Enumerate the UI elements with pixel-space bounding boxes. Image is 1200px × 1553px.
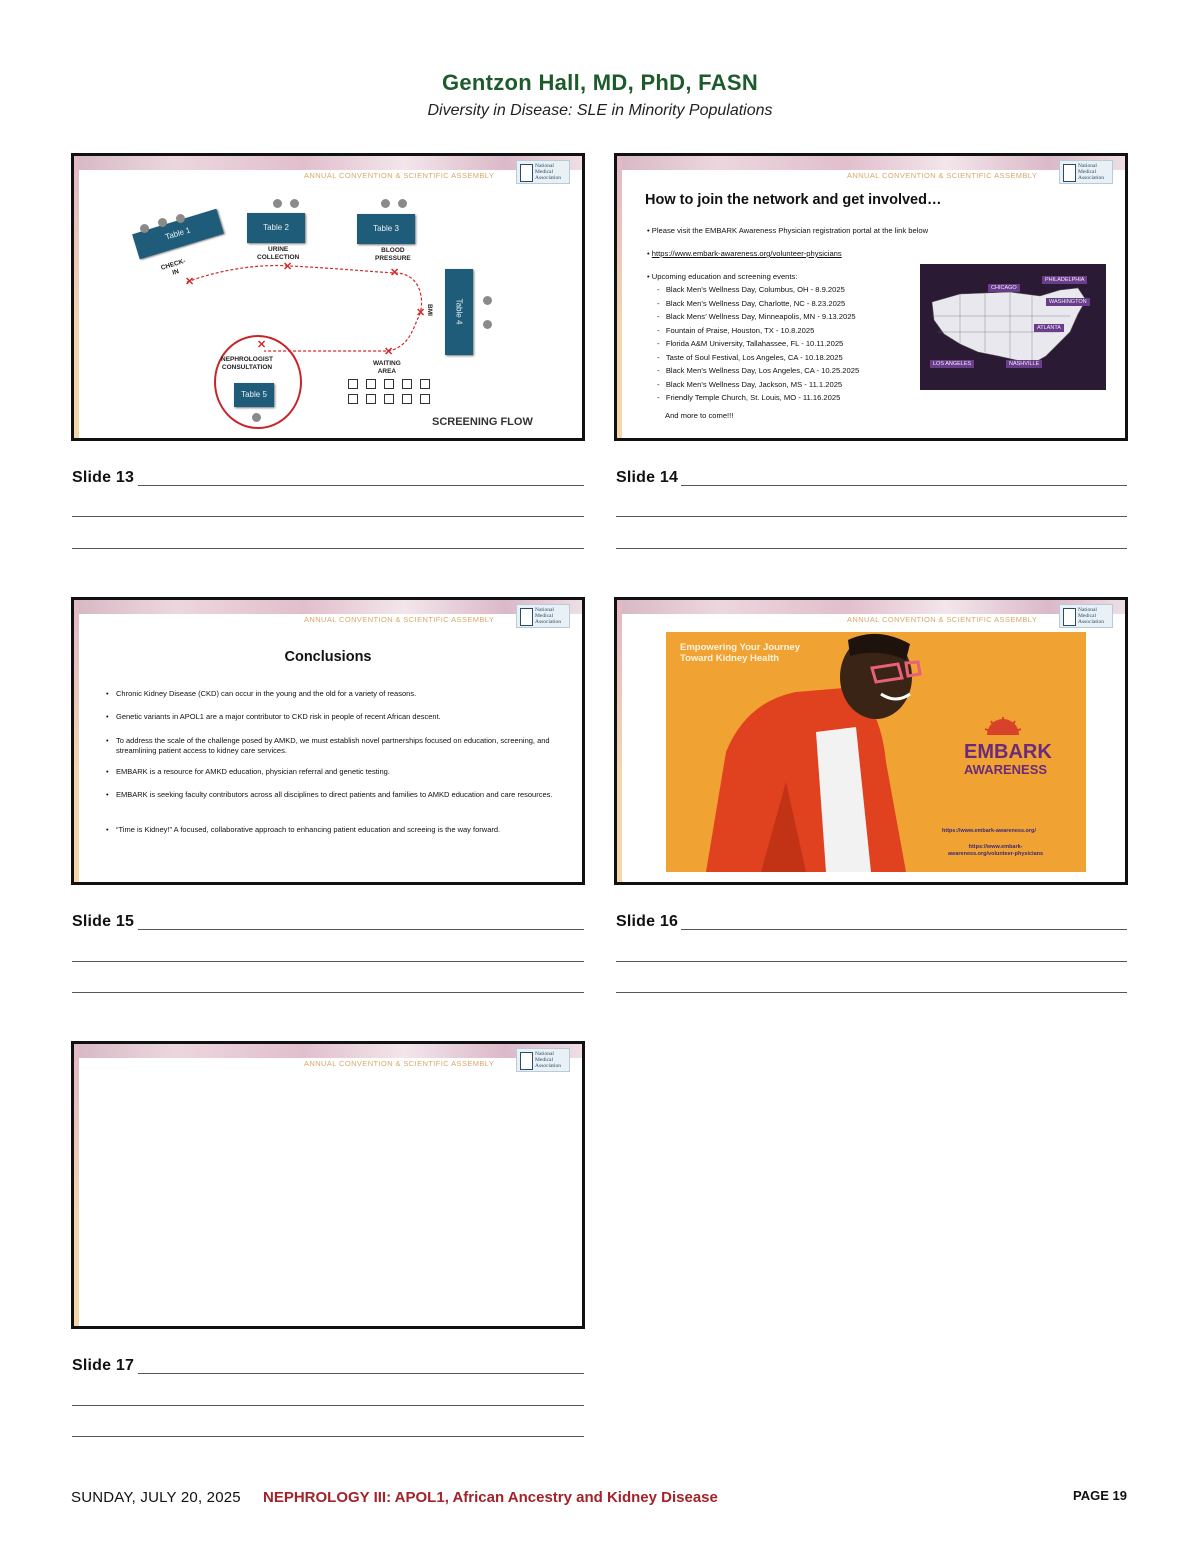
registration-link[interactable]: https://www.embark-awareness.org/volunteer-physicians bbox=[651, 249, 842, 258]
note-line[interactable] bbox=[616, 516, 1127, 517]
footer-session-title: NEPHROLOGY III: APOL1, African Ancestry and Kidney Disease bbox=[263, 1489, 718, 1506]
slide-label: Slide 17 bbox=[72, 1357, 135, 1374]
note-line[interactable] bbox=[681, 485, 1127, 486]
nma-emblem-icon bbox=[520, 1052, 533, 1070]
note-line[interactable] bbox=[72, 961, 584, 962]
chair-icon bbox=[176, 214, 185, 223]
page-subtitle: Diversity in Disease: SLE in Minority Populations bbox=[427, 102, 773, 119]
conclusion-bullet: • EMBARK is a resource for AMKD education, physician referral and genetic testing. bbox=[116, 767, 556, 777]
map-city-tag: NASHVILLE bbox=[1006, 360, 1042, 368]
slide-side-stripe bbox=[74, 600, 79, 882]
event-item: - Black Men’s Wellness Day, Columbus, OH - 8.9.2025 bbox=[657, 285, 845, 294]
chair-icon bbox=[273, 199, 282, 208]
embark-brand: EMBARK bbox=[964, 741, 1052, 763]
slide-side-stripe bbox=[617, 156, 622, 438]
chair-icon bbox=[140, 224, 149, 233]
slide-label: Slide 15 bbox=[72, 913, 135, 930]
registration-text: • Please visit the EMBARK Awareness Physician registration portal at the link below bbox=[647, 226, 929, 235]
nma-logo: National Medical Association bbox=[516, 1048, 570, 1072]
table-1: Table 1 bbox=[132, 209, 224, 260]
awareness-brand: AWARENESS bbox=[964, 762, 1048, 777]
x-marker-icon: ✕ bbox=[390, 267, 400, 279]
events-heading: • Upcoming education and screening events: bbox=[647, 272, 798, 281]
convention-text: ANNUAL CONVENTION & SCIENTIFIC ASSEMBLY bbox=[847, 171, 1038, 180]
nma-emblem-icon bbox=[520, 608, 533, 626]
page-number: PAGE 19 bbox=[1073, 1488, 1127, 1503]
embark-advertisement bbox=[666, 632, 1086, 872]
conclusions-title: Conclusions bbox=[284, 649, 372, 665]
nma-emblem-icon bbox=[1063, 164, 1076, 182]
slide-banner bbox=[617, 600, 1125, 614]
note-line[interactable] bbox=[616, 961, 1127, 962]
note-line[interactable] bbox=[681, 929, 1127, 930]
waiting-area-label: WAITING AREA bbox=[373, 360, 401, 375]
note-line[interactable] bbox=[138, 485, 584, 486]
table-5: Table 5 bbox=[234, 383, 274, 407]
slide-14-thumbnail bbox=[614, 153, 1128, 441]
x-marker-icon: ✕ bbox=[257, 339, 267, 351]
footer-date: SUNDAY, JULY 20, 2025 bbox=[71, 1489, 241, 1506]
x-marker-icon: ✕ bbox=[384, 346, 394, 358]
table-4: Table 4 bbox=[445, 269, 473, 355]
ad-headline: Empowering Your Journey Toward Kidney Health bbox=[680, 642, 801, 664]
slide-banner bbox=[617, 156, 1125, 170]
blood-pressure-label: BLOOD PRESSURE bbox=[375, 247, 411, 262]
nma-logo: National Medical Association bbox=[516, 160, 570, 184]
note-line[interactable] bbox=[72, 1436, 584, 1437]
convention-text: ANNUAL CONVENTION & SCIENTIFIC ASSEMBLY bbox=[847, 615, 1038, 624]
slide-banner bbox=[74, 1044, 582, 1058]
chair-icon bbox=[398, 199, 407, 208]
chair-icon bbox=[252, 413, 261, 422]
urine-label: URINE COLLECTION bbox=[257, 246, 300, 261]
bmi-label: BMI bbox=[425, 304, 433, 316]
map-city-tag: WASHINGTON bbox=[1046, 298, 1090, 306]
slide-label: Slide 16 bbox=[616, 913, 679, 930]
conclusion-bullet: • “Time is Kidney!” A focused, collaborative approach to enhancing patient education and screeing is the way forward. bbox=[116, 825, 556, 835]
conclusion-bullet: • To address the scale of the challenge posed by AMKD, we must establish novel partnerships focused on education, screening, and streamlining patient access to kidney care services. bbox=[116, 736, 556, 755]
event-item: - Black Men’s Wellness Day, Charlotte, NC - 8.23.2025 bbox=[657, 298, 846, 308]
note-line[interactable] bbox=[72, 1405, 584, 1406]
event-item: - Fountain of Praise, Houston, TX - 10.8.2025 bbox=[657, 325, 815, 335]
slide-13-thumbnail bbox=[71, 153, 585, 441]
slide-side-stripe bbox=[74, 1044, 79, 1326]
map-city-tag: PHILADELPHIA bbox=[1042, 276, 1087, 284]
note-line[interactable] bbox=[72, 548, 584, 549]
chair-icon bbox=[158, 218, 167, 227]
map-city-tag: ATLANTA bbox=[1034, 324, 1064, 332]
chair-icon bbox=[483, 296, 492, 305]
slide-15-thumbnail bbox=[71, 597, 585, 885]
slide-label: Slide 14 bbox=[616, 469, 679, 486]
map-city-tag: CHICAGO bbox=[988, 284, 1020, 292]
x-marker-icon: ✕ bbox=[283, 261, 293, 273]
note-line[interactable] bbox=[138, 1373, 584, 1374]
us-map-graphic bbox=[920, 264, 1106, 390]
screening-flow-title: SCREENING FLOW bbox=[432, 416, 533, 428]
slide-14-title: How to join the network and get involved… bbox=[645, 192, 942, 208]
nma-logo: National Medical Association bbox=[516, 604, 570, 628]
event-item: - Florida A&M University, Tallahassee, FL - 10.11.2025 bbox=[657, 339, 844, 348]
chair-icon bbox=[381, 199, 390, 208]
registration-link-row: • https://www.embark-awareness.org/volunteer-physicians bbox=[647, 249, 842, 258]
map-city-tag: LOS ANGELES bbox=[930, 360, 974, 368]
event-item: - Friendly Temple Church, St. Louis, MO - 11.16.2025 bbox=[657, 393, 841, 402]
ad-url-primary[interactable]: https://www.embark-awareness.org/ bbox=[942, 828, 1036, 834]
nma-logo: National Medical Association bbox=[1059, 160, 1113, 184]
slide-17-thumbnail bbox=[71, 1041, 585, 1329]
event-item: - Taste of Soul Festival, Los Angeles, CA - 10.18.2025 bbox=[657, 352, 843, 362]
note-line[interactable] bbox=[616, 992, 1127, 993]
note-line[interactable] bbox=[72, 516, 584, 517]
convention-text: ANNUAL CONVENTION & SCIENTIFIC ASSEMBLY bbox=[304, 1059, 495, 1068]
conclusion-bullet: • EMBARK is seeking faculty contributors across all disciplines to direct patients and families to AMKD education and care resources. bbox=[116, 790, 556, 800]
screening-flow-path bbox=[74, 156, 585, 441]
page-title: Gentzon Hall, MD, PhD, FASN bbox=[441, 70, 759, 95]
slide-side-stripe bbox=[617, 600, 622, 882]
x-marker-icon: ✕ bbox=[185, 276, 195, 288]
conclusion-bullet: • Genetic variants in APOL1 are a major contributor to CKD risk in people of recent African descent. bbox=[116, 712, 556, 722]
convention-text: ANNUAL CONVENTION & SCIENTIFIC ASSEMBLY bbox=[304, 171, 495, 180]
more-to-come: And more to come!!! bbox=[665, 411, 734, 420]
x-marker-icon: ✕ bbox=[416, 307, 426, 319]
event-item: - Black Mens’ Wellness Day, Minneapolis, MN - 9.13.2025 bbox=[657, 312, 856, 321]
event-item: - Black Men’s Wellness Day, Jackson, MS - 11.1.2025 bbox=[657, 379, 843, 389]
table-2: Table 2 bbox=[247, 213, 305, 243]
note-line[interactable] bbox=[138, 929, 584, 930]
slide-banner bbox=[74, 600, 582, 614]
convention-text: ANNUAL CONVENTION & SCIENTIFIC ASSEMBLY bbox=[304, 615, 495, 624]
slide-label: Slide 13 bbox=[72, 469, 135, 486]
embark-sun-logo-icon bbox=[983, 715, 1023, 737]
checkin-label: CHECK- IN bbox=[160, 257, 187, 277]
conclusion-bullet: • Chronic Kidney Disease (CKD) can occur in the young and the old for a variety of reasons. bbox=[116, 689, 556, 699]
event-item: - Black Men’s Wellness Day, Los Angeles, CA - 10.25.2025 bbox=[657, 366, 860, 375]
nma-emblem-icon bbox=[1063, 608, 1076, 626]
chair-icon bbox=[483, 320, 492, 329]
table-3: Table 3 bbox=[357, 214, 415, 244]
nma-logo: National Medical Association bbox=[1059, 604, 1113, 628]
note-line[interactable] bbox=[72, 992, 584, 993]
nephrologist-label: NEPHROLOGIST CONSULTATION bbox=[221, 356, 274, 371]
ad-url-volunteer[interactable]: https://www.embark- awareness.org/volunteer-physicians bbox=[948, 844, 1044, 857]
slide-16-thumbnail bbox=[614, 597, 1128, 885]
chair-icon bbox=[290, 199, 299, 208]
note-line[interactable] bbox=[616, 548, 1127, 549]
